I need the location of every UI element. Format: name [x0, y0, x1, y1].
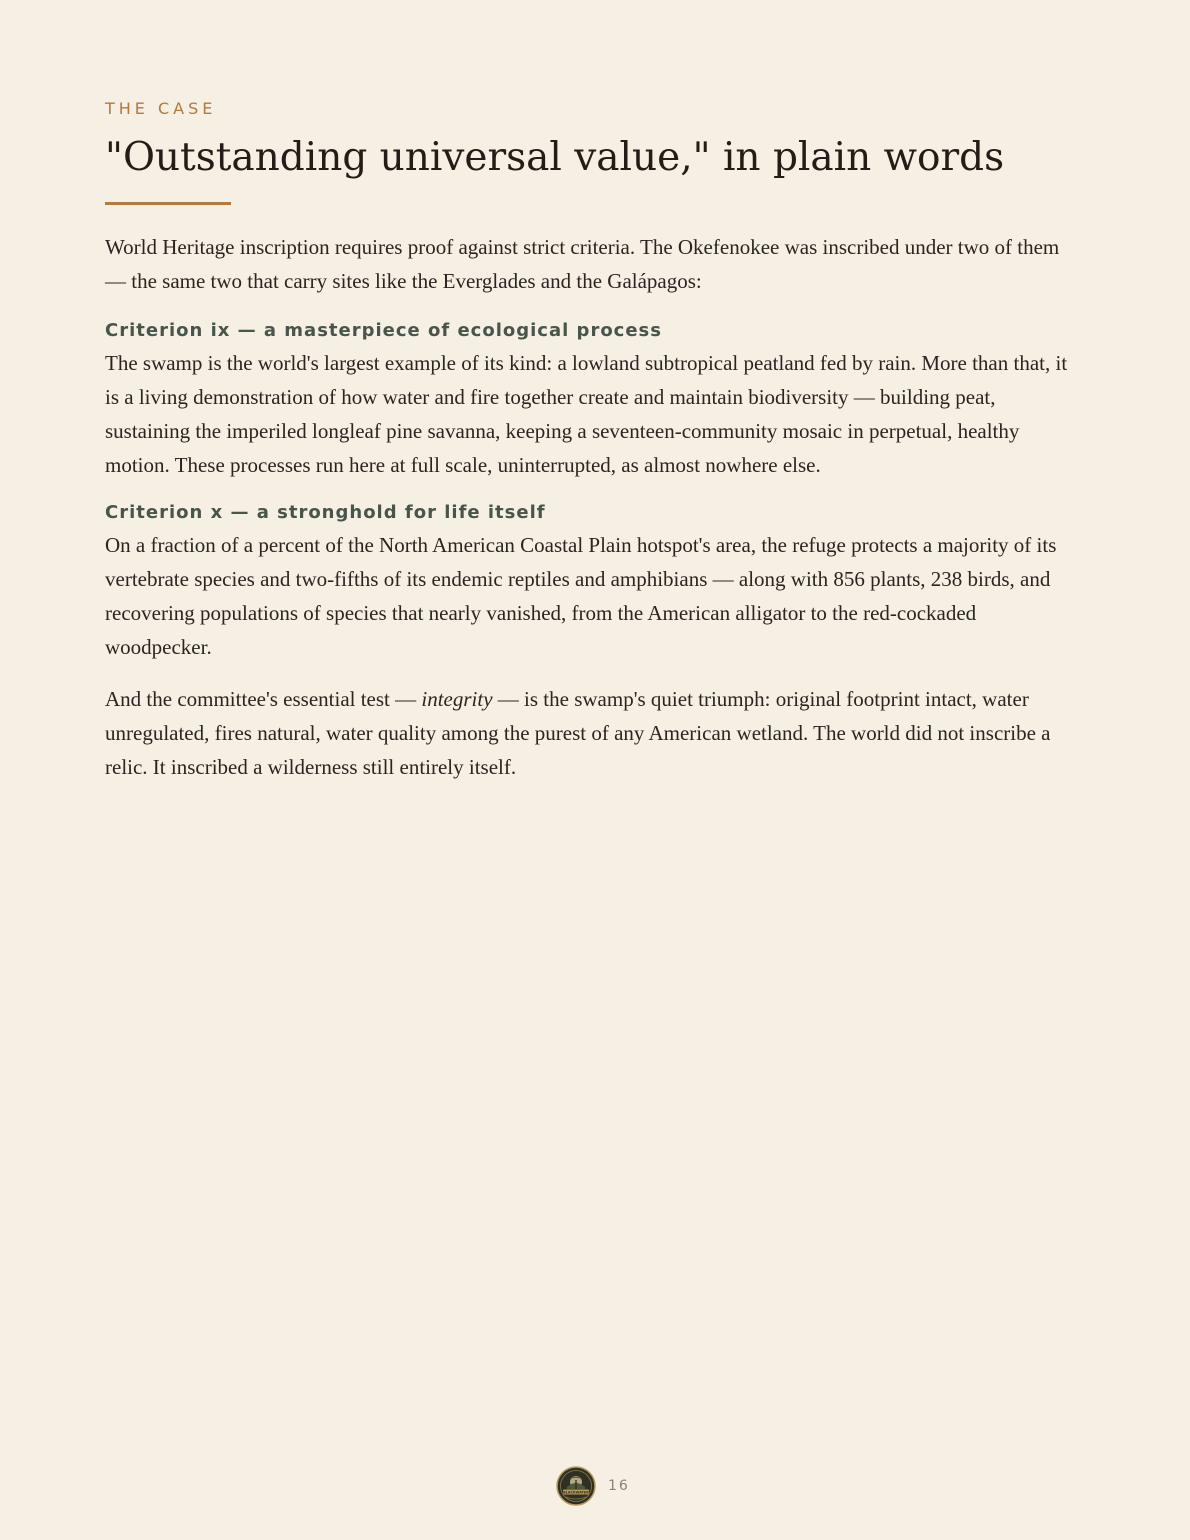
- closing-text-before: And the committee's essential test —: [105, 687, 422, 711]
- criterion-x-text: On a fraction of a percent of the North American Coastal Plain hotspot's area, the refuge protects a majority of its vertebrate species and two-fifths of its endemic reptiles and amphibians — along with 856 plants, 238 birds, and recovering populations of species that nearly vanished, from the American alligator to the red-cockaded woodpecker.: [105, 533, 1057, 659]
- blackwater-emblem-icon: [556, 1466, 596, 1506]
- closing-paragraph: [105, 682, 1085, 784]
- title-underline: [105, 202, 231, 205]
- article-body: [105, 230, 1085, 784]
- page-number: 16: [608, 1478, 630, 1494]
- emblem-wordmark: BLACKWATER: [563, 1490, 589, 1495]
- page-footer: [556, 1466, 630, 1506]
- criterion-ix-text: The swamp is the world's largest example of its kind: a lowland subtropical peatland fed by rain. More than that, it is a living demonstration of how water and fire together create and maintain biodiversity — building peat, sustaining the imperiled longleaf pine savanna, keeping a seventeen-community mosaic in perpetual, healthy motion. These processes run here at full scale, uninterrupted, as almost nowhere else.: [105, 351, 1068, 477]
- section-eyebrow: THE CASE: [105, 99, 217, 118]
- criterion-ix-heading: Criterion ix — a masterpiece of ecological process: [105, 320, 662, 341]
- criterion-x-heading: Criterion x — a stronghold for life itself: [105, 502, 546, 523]
- closing-emphasis: integrity: [421, 687, 493, 711]
- page-title: "Outstanding universal value," in plain words: [105, 135, 1005, 180]
- intro-paragraph: World Heritage inscription requires proof against strict criteria. The Okefenokee was inscribed under two of them — the same two that carry sites like the Everglades and the Galápagos:: [105, 235, 1060, 293]
- closing-text-after: — is the swamp's quiet triumph: original footprint intact, water unregulated, fires natural, water quality among the purest of any American wetland. The world did not inscribe a relic. It inscribed a wilderness still entirely itself.: [105, 687, 1051, 779]
- criterion-x-section: [105, 500, 1085, 664]
- criterion-ix-section: [105, 318, 1085, 482]
